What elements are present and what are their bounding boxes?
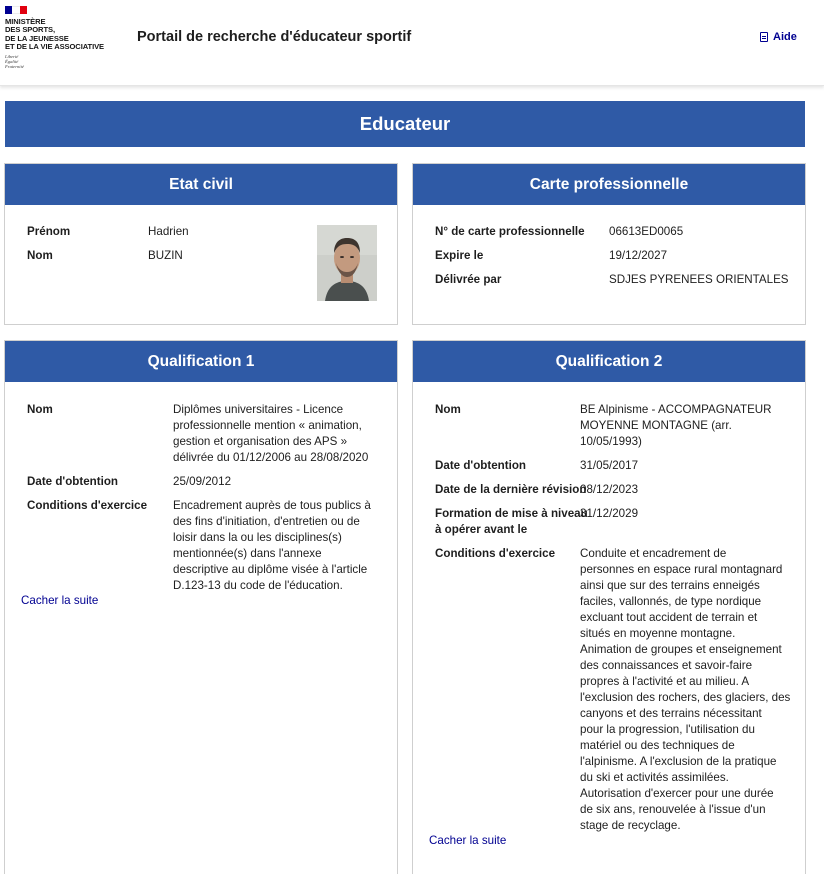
q1-nom-label: Nom: [27, 403, 53, 416]
q2-revision-label: Date de la dernière révision: [435, 483, 587, 496]
q2-nom-line: 10/05/1993): [580, 435, 642, 448]
q2-formation-label-line: Formation de mise à niveau: [435, 507, 588, 520]
help-link[interactable]: [760, 31, 797, 43]
educator-photo: [317, 225, 377, 301]
carte-professionnelle-card: [412, 163, 806, 325]
q1-toggle-link[interactable]: Cacher la suite: [21, 594, 99, 607]
q1-conditions-label: Conditions d'exercice: [27, 499, 148, 512]
q2-formation-label-line: à opérer avant le: [435, 523, 528, 536]
q2-nom-line: BE Alpinisme - ACCOMPAGNATEUR: [580, 403, 772, 416]
q2-date-label: Date d'obtention: [435, 459, 526, 472]
qualification-1-title: Qualification 1: [5, 341, 397, 382]
q2-conditions-line: l'exclusion des rochers, des glaciers, des: [580, 691, 791, 704]
q2-conditions-line: du ski et activités assimilées.: [580, 771, 729, 784]
q2-conditions-line: excluant tout accident de terrain et: [580, 611, 758, 624]
q2-conditions-line: l'alpinisme. A l'exclusion de la pratique: [580, 755, 777, 768]
q2-conditions-line: matériel ou des techniques de: [580, 739, 735, 752]
q2-conditions-line: des connaissances et savoir-faire: [580, 659, 753, 672]
q2-date-value: 31/05/2017: [580, 459, 639, 472]
q2-conditions-line: Conduite et encadrement de: [580, 547, 727, 560]
q1-conditions-value: [173, 498, 383, 594]
q1-conditions-line: D.123-13 du code de l'éducation.: [173, 579, 343, 592]
q2-conditions-line: de six ans, renouvelée à l'issue d'un: [580, 803, 766, 816]
q2-nom-line: MOYENNE MONTAGNE (arr.: [580, 419, 732, 432]
q1-nom-line: Diplômes universitaires - Licence: [173, 403, 344, 416]
qualification-2-title: Qualification 2: [413, 341, 805, 382]
prenom-label: Prénom: [27, 225, 71, 238]
republic-motto: Liberté Égalité Fraternité: [5, 53, 24, 70]
carte-title: Carte professionnelle: [413, 164, 805, 205]
qualification-2-card: [412, 340, 806, 874]
portal-title: Portail de recherche d'éducateur sportif: [137, 29, 412, 45]
carte-expire-label: Expire le: [435, 249, 484, 262]
q2-formation-value: 31/12/2029: [580, 507, 639, 520]
q2-toggle-link[interactable]: Cacher la suite: [429, 834, 507, 847]
carte-numero-label: N° de carte professionnelle: [435, 225, 585, 238]
q2-conditions-label: Conditions d'exercice: [435, 547, 556, 560]
q1-date-value: 25/09/2012: [173, 475, 232, 488]
carte-delivree-label: Délivrée par: [435, 273, 502, 286]
q2-nom-label: Nom: [435, 403, 461, 416]
site-header: [0, 0, 824, 86]
q2-conditions-line: faciles, vallonnés, de type nordique: [580, 595, 762, 608]
french-flag-icon: [5, 6, 27, 14]
etat-civil-title: Etat civil: [5, 164, 397, 205]
carte-delivree-value: SDJES PYRENEES ORIENTALES: [609, 273, 789, 286]
q1-conditions-line: des fins d'initiation, d'entretien ou de: [173, 515, 360, 528]
prenom-value: Hadrien: [148, 225, 189, 238]
q2-formation-label: [435, 506, 588, 538]
nom-label: Nom: [27, 249, 53, 262]
ministry-name: MINISTÈRE DES SPORTS, DE LA JEUNESSE ET DE LA VIE ASSOCIATIVE: [5, 17, 105, 52]
ministry-logo[interactable]: [5, 6, 123, 69]
q1-nom-line: professionnelle mention « animation,: [173, 419, 362, 432]
q1-nom-value: [173, 402, 383, 466]
q2-conditions-line: propres à l'activité et au milieu. A: [580, 675, 750, 688]
q2-conditions-line: ainsi que sur des terrains enneigés: [580, 579, 760, 592]
q1-nom-line: gestion et organisation des APS »: [173, 435, 348, 448]
qualification-1-card: [4, 340, 398, 874]
q1-conditions-line: Encadrement auprès de tous publics à: [173, 499, 371, 512]
q1-conditions-line: mentionnée(s) dans l'annexe: [173, 547, 322, 560]
help-label: Aide: [773, 31, 797, 43]
q2-conditions-line: stage de recyclage.: [580, 819, 681, 832]
carte-numero-value: 06613ED0065: [609, 225, 684, 238]
q2-nom-value: [580, 402, 790, 450]
q2-conditions-line: personnes en espace rural montagnard: [580, 563, 783, 576]
q2-conditions-value: [580, 546, 795, 834]
q2-revision-value: 08/12/2023: [580, 483, 639, 496]
nom-value: BUZIN: [148, 249, 183, 262]
carte-expire-value: 19/12/2027: [609, 249, 668, 262]
q1-nom-line: délivrée du 01/12/2006 au 28/08/2020: [173, 451, 369, 464]
etat-civil-card: [4, 163, 398, 325]
q2-conditions-line: Animation de groupes et enseignement: [580, 643, 782, 656]
q1-date-label: Date d'obtention: [27, 475, 118, 488]
q2-conditions-line: situés en moyenne montagne.: [580, 627, 736, 640]
page-title: Educateur: [5, 101, 805, 147]
q1-conditions-line: loisir dans la ou les disciplines(s): [173, 531, 342, 544]
q2-conditions-line: canyons et des terrains nécessitant: [580, 707, 762, 720]
q2-conditions-line: Autorisation d'exercer pour une durée: [580, 787, 774, 800]
q1-conditions-line: descriptive au diplôme visée à l'article: [173, 563, 368, 576]
document-icon: [760, 32, 768, 42]
q2-conditions-line: pour la progression, l'utilisation du: [580, 723, 755, 736]
